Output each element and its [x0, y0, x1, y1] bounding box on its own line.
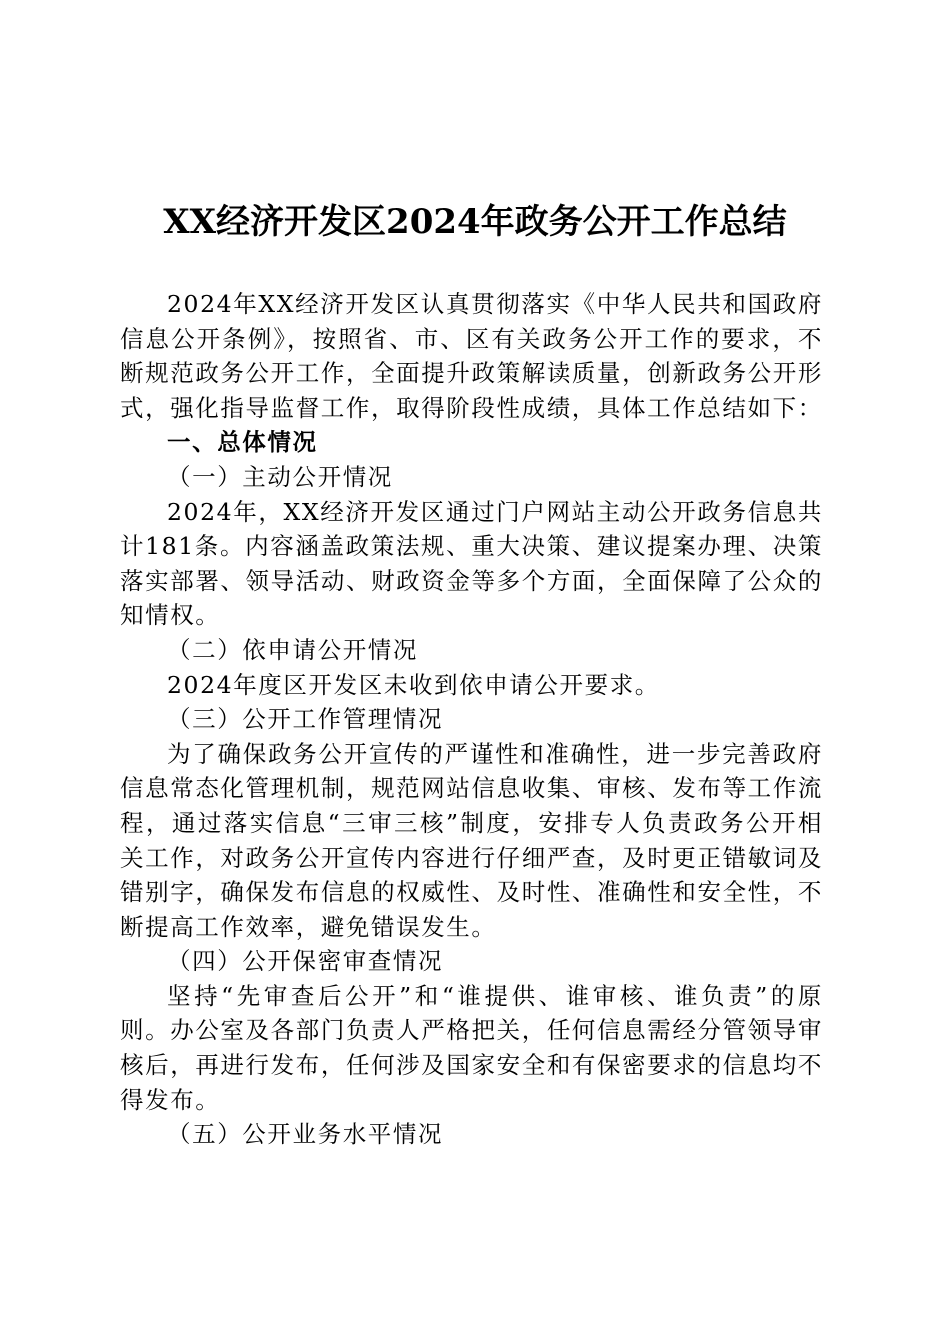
paragraph-confidentiality-review: 坚持“先审查后公开”和“谁提供、谁审核、谁负责”的原则。办公室及各部门负责人严格把关，任何信息需经分管领导审核后，再进行发布，任何涉及国家安全和有保密要求的信息均不得发布。 [120, 981, 823, 1114]
subheading-request-disclosure: （二）依申请公开情况 [167, 635, 418, 664]
paragraph-request-disclosure: 2024年度区开发区未收到依申请公开要求。 [167, 670, 660, 699]
section-heading-overall: 一、总体情况 [167, 428, 318, 457]
subheading-confidentiality-review: （四）公开保密审查情况 [167, 947, 444, 976]
paragraph-management: 为了确保政务公开宣传的严谨性和准确性，进一步完善政府信息常态化管理机制，规范网站信息收集、审核、发布等工作流程，通过落实信息“三审三核”制度，安排专人负责政务公开相关工作，对政务公开宣传内容进行仔细严查，及时更正错敏词及错别字，确保发布信息的权威性、及时性、准确性和安全性，不断提高工作效率，避免错误发生。 [120, 739, 823, 941]
subheading-business-level: （五）公开业务水平情况 [167, 1120, 444, 1149]
document-title: XX经济开发区2024年政务公开工作总结 [163, 202, 787, 242]
subheading-active-disclosure: （一）主动公开情况 [167, 462, 393, 491]
document-body [120, 287, 823, 1152]
subheading-management: （三）公开工作管理情况 [167, 705, 444, 734]
intro-paragraph: 2024年XX经济开发区认真贯彻落实《中华人民共和国政府信息公开条例》，按照省、市、区有关政务公开工作的要求，不断规范政务公开工作，全面提升政策解读质量，创新政务公开形式，强化指导监督工作，取得阶段性成绩，具体工作总结如下： [120, 290, 823, 422]
paragraph-active-disclosure: 2024年，XX经济开发区通过门户网站主动公开政务信息共计181条。内容涵盖政策法规、重大决策、建议提案办理、决策落实部署、领导活动、财政资金等多个方面，全面保障了公众的知情权。 [120, 497, 823, 630]
